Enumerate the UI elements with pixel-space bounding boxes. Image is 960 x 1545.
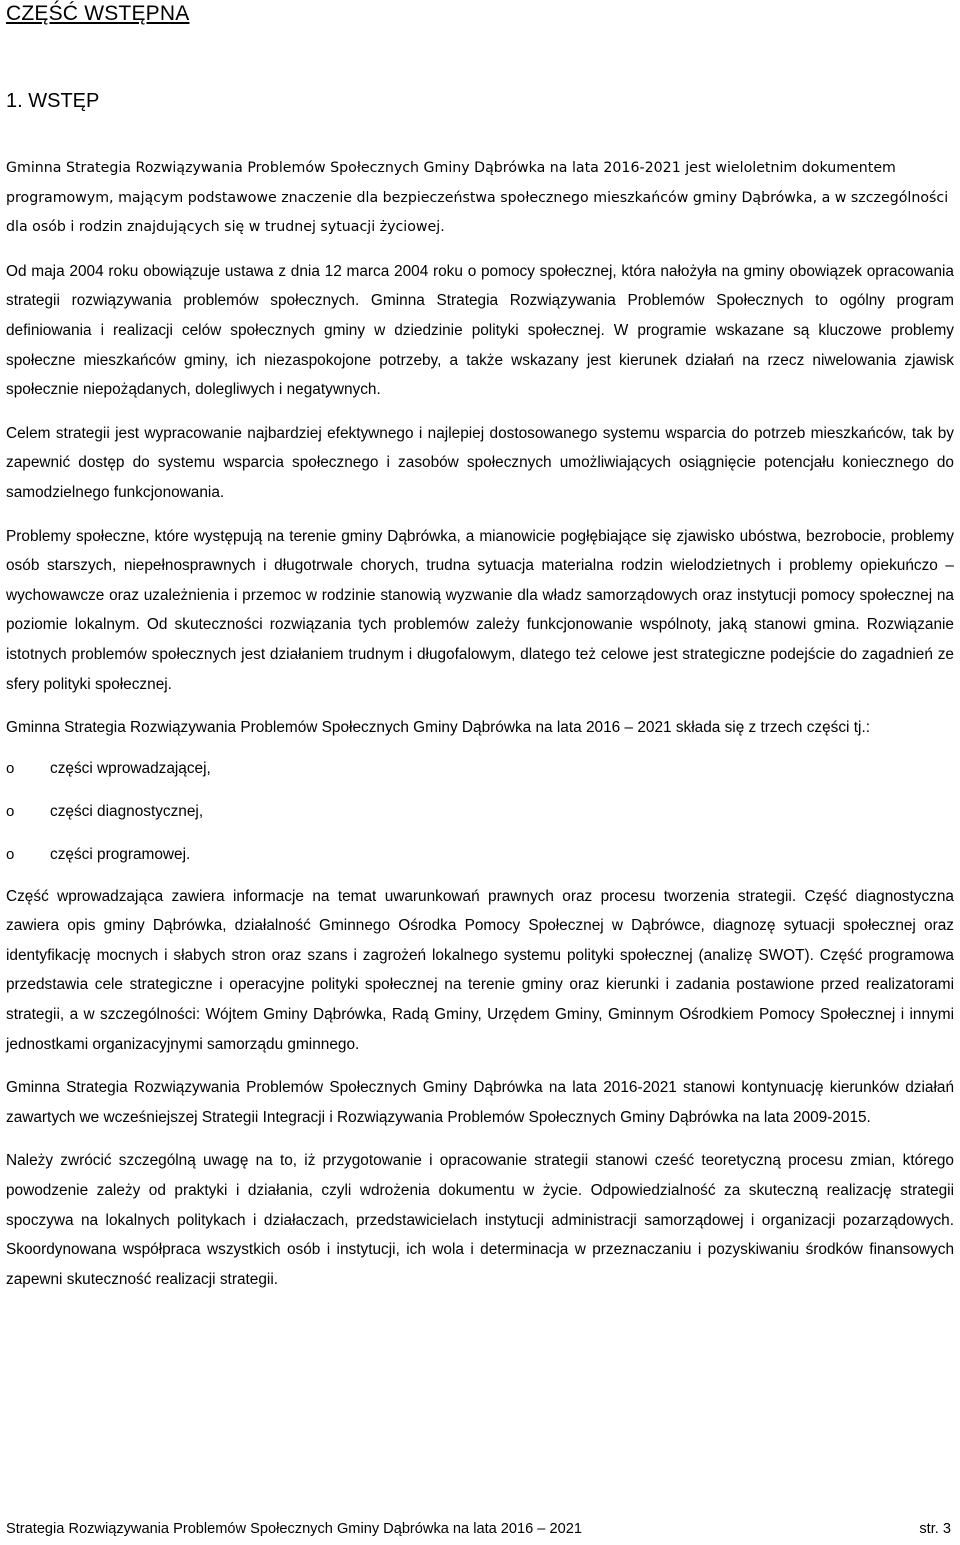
parts-list (6, 747, 954, 876)
list-item-text: części wprowadzającej, (50, 759, 211, 777)
paragraph-implementation: Należy zwrócić szczególną uwagę na to, iż przygotowanie i opracowanie strategii stanowi cześć teoretyczną procesu zmian, którego powodzenie zależy od praktyki i działania, czyli wdrożenia dokumentu w życie. Odpowiedzialność za skuteczną realizację strategii spoczywa na lokalnych politykach i działaczach, przedstawicielach instytucji administracji samorządowej i organizacji pozarządowych. Skoordynowana współpraca wszystkich osób i instytucji, ich wola i determinacja w przeznaczaniu i pozyskiwaniu środków finansowych zapewni skuteczność realizacji strategii. (6, 1152, 954, 1288)
paragraph-parts-description: Część wprowadzająca zawiera informacje na temat uwarunkowań prawnych oraz procesu tworzenia strategii. Część diagnostyczna zawiera opis gminy Dąbrówka, działalność Gminnego Ośrodka Pomocy Społecznej w Dąbrówce, diagnozę sytuacji społecznej oraz identyfikację mocnych i słabych stron oraz szans i zagrożeń lokalnego systemu polityki społecznej (analizę SWOT). Część programowa przedstawia cele strategiczne i operacyjne polityki społecznej na terenie gminy oraz kierunki i zadania postawione przed realizatorami strategii, a w szczególności: Wójtem Gminy Dąbrówka, Radą Gminy, Urzędem Gminy, Gminnym Ośrodkiem Pomocy Społecznej i innymi jednostkami organizacyjnymi samorządu gminnego. (6, 887, 954, 1053)
bullet-marker: o (6, 845, 15, 863)
part-title: CZĘŚĆ WSTĘPNA (6, 2, 190, 25)
page-number: str. 3 (919, 1521, 951, 1537)
paragraph-continuation: Gminna Strategia Rozwiązywania Problemów Społecznych Gminy Dąbrówka na lata 2016-2021 stanowi kontynuację kierunków działań zawartych we wcześniejszej Strategii Integracji i Rozwiązywania Problemów Społecznych Gminy Dąbrówka na lata 2009-2015. (6, 1079, 954, 1126)
section-title: 1. WSTĘP (6, 90, 100, 112)
footer-title: Strategia Rozwiązywania Problemów Społecznych Gminy Dąbrówka na lata 2016 – 2021 (6, 1521, 582, 1537)
list-item (6, 833, 954, 876)
bullet-marker: o (6, 759, 15, 777)
list-item (6, 747, 954, 790)
paragraph-goal: Celem strategii jest wypracowanie najbardziej efektywnego i najlepiej dostosowanego systemu wsparcia do potrzeb mieszkańców, tak by zapewnić dostęp do systemu wsparcia społecznego i zasobów społecznych umożliwiających osiągnięcie potencjału koniecznego do samodzielnego funkcjonowania. (6, 424, 954, 501)
list-item-text: części programowej. (50, 845, 191, 863)
document-body (6, 154, 954, 1308)
list-item-text: części diagnostycznej, (50, 802, 204, 820)
page-footer (6, 1521, 951, 1537)
list-item (6, 790, 954, 833)
paragraph-social-problems: Problemy społeczne, które występują na terenie gminy Dąbrówka, a mianowicie pogłębiające się zjawisko ubóstwa, bezrobocie, problemy osób starszych, niepełnosprawnych i długotrwale chorych, trudna sytuacja materialna rodzin wielodzietnych i problemy opiekuńczo – wychowawcze oraz uzależnienia i przemoc w rodzinie stanowią wyzwanie dla władz samorządowych oraz instytucji pomocy społecznej na poziomie lokalnym. Od skuteczności rozwiązania tych problemów zależy funkcjonowanie wspólnoty, jaką stanowi gmina. Rozwiązanie istotnych problemów społecznych jest działaniem trudnym i długofalowym, dlatego też celowe jest strategiczne podejście do zagadnień ze sfery polityki społecznej. (6, 527, 954, 693)
bullet-marker: o (6, 802, 15, 820)
paragraph-legal-basis: Od maja 2004 roku obowiązuje ustawa z dnia 12 marca 2004 roku o pomocy społecznej, która nałożyła na gminy obowiązek opracowania strategii rozwiązywania problemów społecznych. Gminna Strategia Rozwiązywania Problemów Społecznych to ogólny program definiowania i realizacji celów społecznych gminy w dziedzinie polityki społecznej. W programie wskazane są kluczowe problemy społeczne mieszkańców gminy, ich niezaspokojone potrzeby, a także wskazany jest kierunek działań na rzecz niwelowania zjawisk społecznie niepożądanych, dolegliwych i negatywnych. (6, 262, 954, 399)
paragraph-intro: Gminna Strategia Rozwiązywania Problemów Społecznych Gminy Dąbrówka na lata 2016-2021 jest wieloletnim dokumentem programowym, mającym podstawowe znaczenie dla bezpieczeństwa społecznego mieszkańców gminy Dąbrówka, a w szczególności dla osób i rodzin znajdujących się w trudnej sytuacji życiowej. (6, 160, 949, 236)
paragraph-structure: Gminna Strategia Rozwiązywania Problemów Społecznych Gminy Dąbrówka na lata 2016 – 2021 składa się z trzech części tj.: (6, 719, 870, 737)
